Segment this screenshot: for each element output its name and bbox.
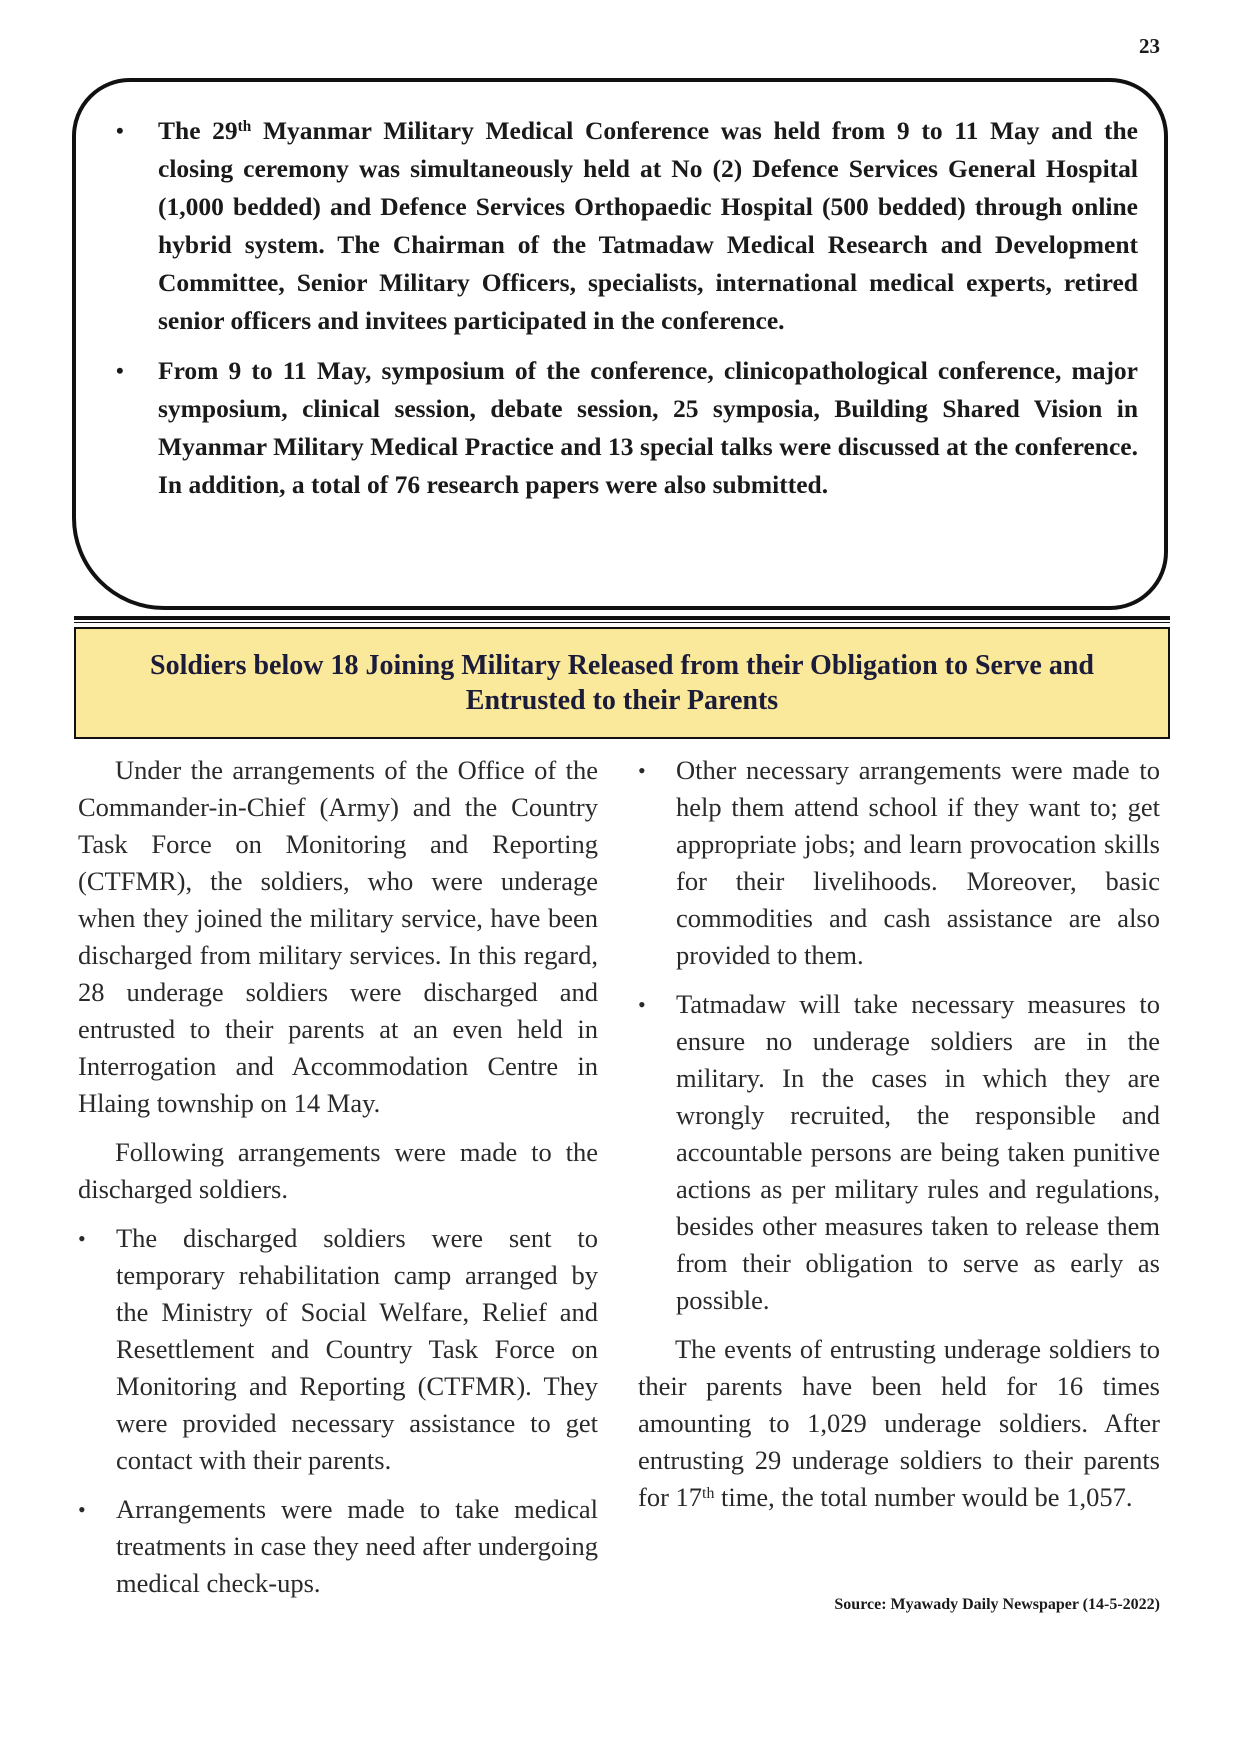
ordinal-suffix: th: [702, 1485, 715, 1503]
highlight-box: [72, 78, 1168, 610]
highlight-item-text: The 29: [158, 116, 238, 145]
list-item: [638, 752, 1160, 974]
ordinal-suffix: th: [237, 118, 252, 136]
section-title-band: [74, 627, 1170, 739]
right-column: [638, 752, 1160, 1528]
highlight-item-text: From 9 to 11 May, symposium of the conference, clinicopathological conference, major symposium, clinical session, debate session, 25 symposia, Building Shared Vision in Myanmar Military Medical Practice and 13 special talks were discussed at the conference. In addition, a total of 76 research papers were also submitted.: [158, 356, 1138, 499]
source-credit: Source: Myawady Daily Newspaper (14-5-2022): [834, 1596, 1160, 1613]
paragraph-text: The events of entrusting underage soldiers to their parents have been held for 16 times amounting to 1,029 underage soldiers. After entrusting 29 underage soldiers to their parents for 17: [638, 1334, 1160, 1512]
highlight-item: [104, 352, 1138, 504]
list-item-text: Arrangements were made to take medical treatments in case they need after undergoing medical check-ups.: [116, 1494, 598, 1598]
list-item-text: The discharged soldiers were sent to temporary rehabilitation camp arranged by the Ministry of Social Welfare, Relief and Resettlement and Country Task Force on Monitoring and Reporting (CTFMR). They were provided necessary assistance to get contact with their parents.: [116, 1223, 598, 1475]
list-item: [638, 986, 1160, 1319]
bullet-icon: •: [78, 1497, 86, 1522]
bullet-icon: •: [78, 1226, 86, 1251]
list-item: [78, 1220, 598, 1479]
paragraph: Under the arrangements of the Office of the Commander-in-Chief (Army) and the Country Task Force on Monitoring and Reporting (CTFMR), the soldiers, who were underage when they joined the military service, have been discharged from military services. In this regard, 28 underage soldiers were discharged and entrusted to their parents at an even held in Interrogation and Accommodation Centre in Hlaing township on 14 May.: [78, 755, 598, 1118]
bullet-icon: •: [638, 758, 646, 783]
bullet-icon: •: [116, 118, 124, 143]
paragraph-text-cont: time, the total number would be 1,057.: [714, 1482, 1133, 1512]
highlight-item-text-cont: Myanmar Military Medical Conference was held from 9 to 11 May and the closing ceremony was simultaneously held at No (2) Defence Services General Hospital (1,000 bedded) and Defence Services Orthopaedic Hospital (500 bedded) through online hybrid system. The Chairman of the Tatmadaw Medical Research and Development Committee, Senior Military Officers, specialists, international medical experts, retired senior officers and invitees participated in the conference.: [158, 116, 1138, 335]
arrangement-list-cont: [638, 752, 1160, 1319]
page-number: 23: [1139, 34, 1160, 58]
left-column: [78, 752, 598, 1614]
list-item-text: Tatmadaw will take necessary measures to ensure no underage soldiers are in the military. In the cases in which they are wrongly recruited, the responsible and accountable persons are being taken punitive actions as per military rules and regulations, besides other measures taken to release them from their obligation to serve as early as possible.: [676, 989, 1160, 1315]
divider-thick: [74, 616, 1170, 620]
highlight-list: [104, 112, 1138, 504]
divider-thin: [74, 622, 1170, 623]
section-title: Soldiers below 18 Joining Military Released from their Obligation to Serve and Entrusted to their Parents: [150, 650, 1094, 716]
list-item: [78, 1491, 598, 1602]
list-item-text: Other necessary arrangements were made to help them attend school if they want to; get appropriate jobs; and learn provocation skills for their livelihoods. Moreover, basic commodities and cash assistance are also provided to them.: [676, 755, 1160, 970]
highlight-item: [104, 112, 1138, 340]
bullet-icon: •: [638, 992, 646, 1017]
bullet-icon: •: [116, 358, 124, 383]
arrangement-list: [78, 1220, 598, 1602]
paragraph: [638, 1331, 1160, 1516]
paragraph: Following arrangements were made to the discharged soldiers.: [78, 1137, 598, 1204]
